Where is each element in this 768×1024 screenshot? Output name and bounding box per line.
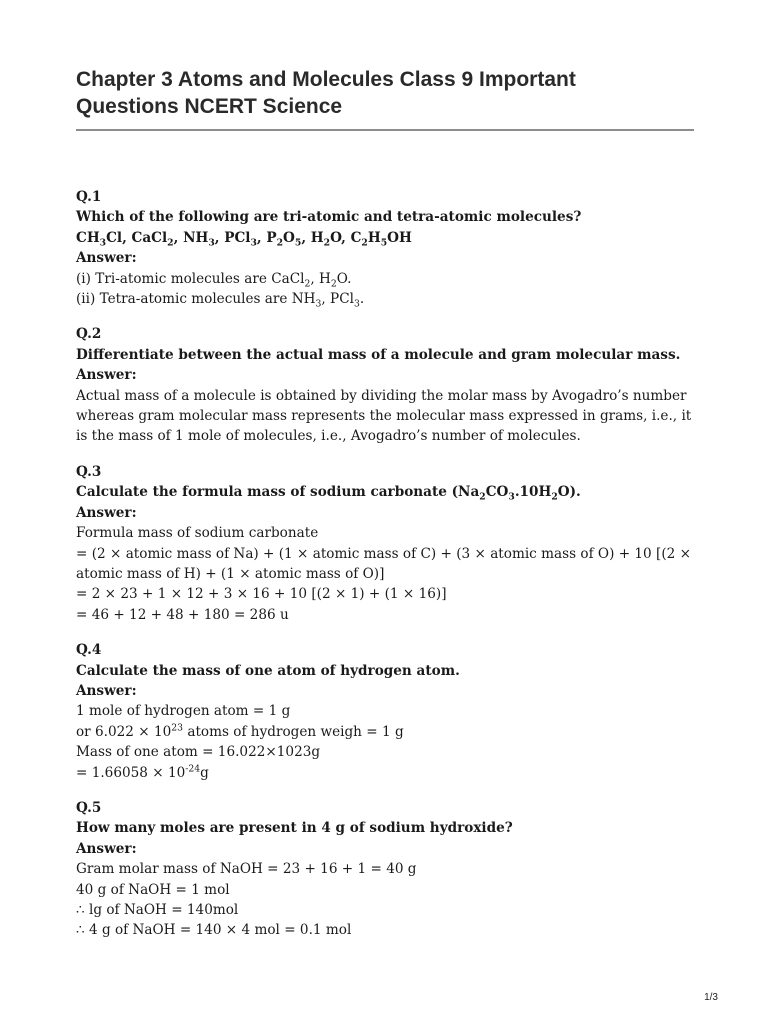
answer-line: ∴ lg of NaOH = 140mol bbox=[76, 902, 239, 918]
answer-line: Gram molar mass of NaOH = 23 + 16 + 1 = 40 g bbox=[76, 861, 417, 878]
question-block-4 bbox=[76, 640, 694, 783]
answer-line: = 2 × 23 + 1 × 12 + 3 × 16 + 10 [(2 × 1) + (1 × 16)] bbox=[76, 586, 447, 603]
answer-line: atomic mass of H) + (1 × atomic mass of O)] bbox=[76, 565, 385, 582]
answer-label: Answer: bbox=[76, 504, 137, 521]
page-number: 1/3 bbox=[704, 992, 718, 1003]
question-number: Q.5 bbox=[76, 799, 102, 816]
answer-line: = $1.66058 \times 10^{-24}g$ bbox=[76, 763, 209, 781]
question-text: Calculate the mass of one atom of hydrogen atom. bbox=[76, 662, 460, 679]
question-number: Q.2 bbox=[76, 326, 102, 343]
answer-label: Answer: bbox=[76, 840, 137, 857]
answer-label: Answer: bbox=[76, 367, 137, 384]
question-block-2 bbox=[76, 324, 694, 446]
page-title bbox=[76, 66, 694, 120]
question-block-3 bbox=[76, 462, 694, 625]
question-block-5 bbox=[76, 798, 694, 941]
answer-line: 40 g of NaOH = 1 mol bbox=[76, 881, 230, 898]
title-line-1: Chapter 3 Atoms and Molecules Class 9 Important bbox=[76, 68, 576, 91]
answer-line: (i) Tri-atomic molecules are CaCl$_2$, $H_2O$. bbox=[76, 270, 352, 290]
question-number: Q.3 bbox=[76, 463, 102, 480]
answer-paragraph: Actual mass of a molecule is obtained by dividing the molar mass by Avogadro’s number whereas gram molecular mass represents the molecular mass expressed in grams, i.e., it is the mass of 1 mole of molecules, i.e., Avogadro’s number of molecules. bbox=[76, 387, 692, 445]
document-page bbox=[76, 66, 694, 956]
answer-line: 1 mole of hydrogen atom = 1 g bbox=[76, 703, 291, 720]
answer-line: ∴ 4 g of NaOH = 140 × 4 mol = 0.1 mol bbox=[76, 922, 352, 939]
formula-list: $CH_3Cl$, CaCl$_2$, $NH_3$, PCl$_3$, $P_2O_5$, $H_2O$, $C_2H_5OH$ bbox=[76, 229, 412, 249]
answer-line: = 46 + 12 + 48 + 180 = 286 u bbox=[76, 606, 289, 623]
question-text: Which of the following are tri-atomic and tetra-atomic molecules? bbox=[76, 209, 582, 226]
answer-line: Mass of one atom = 16.022×1023g bbox=[76, 744, 321, 761]
question-number: Q.1 bbox=[76, 189, 102, 205]
question-text: How many moles are present in 4 g of sodium hydroxide? bbox=[76, 820, 513, 837]
question-block-1 bbox=[76, 187, 694, 309]
question-text: Calculate the formula mass of sodium carbonate $(Na_2CO_3.10H_2O)$. bbox=[76, 484, 581, 503]
title-line-2: Questions NCERT Science bbox=[76, 95, 343, 118]
answer-label: Answer: bbox=[76, 250, 137, 267]
title-divider bbox=[76, 129, 694, 131]
question-text: Differentiate between the actual mass of a molecule and gram molecular mass. bbox=[76, 346, 681, 363]
answer-line: or $6.022 \times 10^{23}$ atoms of hydrogen weigh = 1 g bbox=[76, 722, 404, 740]
answer-line: = (2 × atomic mass of Na) + (1 × atomic mass of C) + (3 × atomic mass of O) + 10 [(2 × bbox=[76, 545, 691, 562]
questions-list bbox=[76, 187, 694, 941]
answer-label: Answer: bbox=[76, 682, 137, 699]
answer-line: Formula mass of sodium carbonate bbox=[76, 525, 319, 542]
answer-line: (ii) Tetra-atomic molecules are $NH_3$, PCl$_3$. bbox=[76, 291, 365, 310]
question-number: Q.4 bbox=[76, 642, 102, 659]
